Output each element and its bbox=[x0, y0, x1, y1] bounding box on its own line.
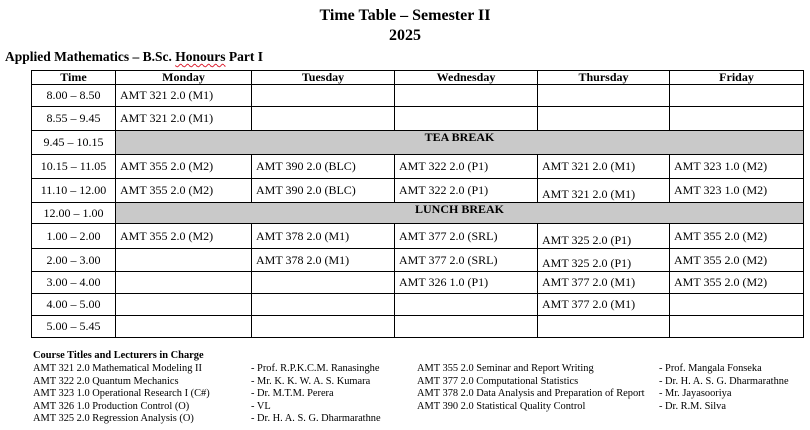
lecturer-name: - Prof. R.P.K.C.M. Ranasinghe bbox=[251, 363, 380, 374]
timetable-cell bbox=[252, 294, 395, 316]
course-title: AMT 377 2.0 Computational Statistics bbox=[417, 375, 579, 387]
timetable-cell: AMT 378 2.0 (M1) bbox=[252, 249, 395, 272]
tea-break-band: TEA BREAK bbox=[116, 131, 804, 155]
timetable-cell: AMT 377 2.0 (SRL) bbox=[395, 224, 538, 249]
time-slot: 8.55 – 9.45 bbox=[32, 107, 116, 131]
time-slot: 5.00 – 5.45 bbox=[32, 316, 116, 338]
timetable-cell bbox=[116, 249, 252, 272]
timetable-header bbox=[32, 71, 804, 85]
lecturer-name: - Dr. M.T.M. Perera bbox=[251, 388, 334, 400]
course-title: AMT 321 2.0 Mathematical Modeling II bbox=[33, 363, 202, 374]
subtitle-text-start: Applied Mathematics – B.Sc. bbox=[5, 49, 176, 64]
timetable-cell bbox=[252, 272, 395, 294]
timetable-cell: AMT 321 2.0 (M1) bbox=[538, 179, 670, 203]
timetable-cell bbox=[538, 107, 670, 131]
timetable-cell: AMT 377 2.0 (M1) bbox=[538, 294, 670, 316]
legend-lecturer-column-right bbox=[659, 363, 789, 413]
timetable-cell bbox=[116, 294, 252, 316]
table-row bbox=[32, 272, 804, 294]
time-slot: 1.00 – 2.00 bbox=[32, 224, 116, 249]
course-title: AMT 355 2.0 Seminar and Report Writing bbox=[417, 363, 594, 374]
legend-course-column-left bbox=[33, 363, 210, 426]
timetable-cell bbox=[395, 294, 538, 316]
table-row bbox=[32, 155, 804, 179]
legend-lecturer-column-left bbox=[251, 363, 381, 426]
timetable-cell bbox=[116, 316, 252, 338]
course-title: AMT 326 1.0 Production Control (O) bbox=[33, 400, 190, 412]
col-header-monday: Monday bbox=[116, 71, 252, 85]
time-slot: 9.45 – 10.15 bbox=[32, 131, 116, 155]
programme-subtitle bbox=[5, 49, 263, 65]
timetable-cell: AMT 322 2.0 (P1) bbox=[395, 179, 538, 203]
col-header-time: Time bbox=[32, 71, 116, 85]
timetable-cell: AMT 323 1.0 (M2) bbox=[670, 179, 804, 203]
table-row bbox=[32, 224, 804, 249]
col-header-wednesday: Wednesday bbox=[395, 71, 538, 85]
table-row bbox=[32, 107, 804, 131]
timetable-cell: AMT 325 2.0 (P1) bbox=[538, 224, 670, 249]
timetable-cell: AMT 377 2.0 (SRL) bbox=[395, 249, 538, 272]
time-slot: 8.00 – 8.50 bbox=[32, 85, 116, 107]
lecturer-name: - Dr. H. A. S. G. Dharmarathne bbox=[659, 375, 789, 387]
timetable-cell: AMT 325 2.0 (P1) bbox=[538, 249, 670, 272]
lecturer-name: - Mr. Jayasooriya bbox=[659, 388, 732, 400]
course-title: AMT 325 2.0 Regression Analysis (O) bbox=[33, 413, 194, 425]
timetable-cell: AMT 355 2.0 (M2) bbox=[670, 272, 804, 294]
time-slot: 11.10 – 12.00 bbox=[32, 179, 116, 203]
subtitle-text-end: Part I bbox=[225, 49, 264, 64]
col-header-friday: Friday bbox=[670, 71, 804, 85]
timetable-cell: AMT 390 2.0 (BLC) bbox=[252, 179, 395, 203]
timetable-cell bbox=[116, 272, 252, 294]
time-slot: 4.00 – 5.00 bbox=[32, 294, 116, 316]
timetable-cell: AMT 378 2.0 (M1) bbox=[252, 224, 395, 249]
lecturer-name: - Prof. Mangala Fonseka bbox=[659, 363, 762, 374]
timetable-cell bbox=[252, 85, 395, 107]
timetable-cell: AMT 321 2.0 (M1) bbox=[116, 107, 252, 131]
time-slot: 10.15 – 11.05 bbox=[32, 155, 116, 179]
timetable-cell: AMT 355 2.0 (M2) bbox=[116, 155, 252, 179]
timetable bbox=[31, 70, 804, 338]
lecturer-name: - Dr. H. A. S. G. Dharmarathne bbox=[251, 413, 381, 425]
lecturer-name: - VL bbox=[251, 400, 271, 412]
timetable-body bbox=[32, 85, 804, 338]
timetable-cell: AMT 322 2.0 (P1) bbox=[395, 155, 538, 179]
legend-course-column-right bbox=[417, 363, 645, 413]
timetable-cell bbox=[670, 85, 804, 107]
timetable-cell bbox=[538, 316, 670, 338]
time-slot: 2.00 – 3.00 bbox=[32, 249, 116, 272]
timetable-cell: AMT 355 2.0 (M2) bbox=[116, 224, 252, 249]
course-title: AMT 322 2.0 Quantum Mechanics bbox=[33, 375, 179, 387]
timetable-cell: AMT 377 2.0 (M1) bbox=[538, 272, 670, 294]
timetable-cell bbox=[252, 316, 395, 338]
timetable-cell: AMT 355 2.0 (M2) bbox=[116, 179, 252, 203]
lecturer-name: - Dr. R.M. Silva bbox=[659, 400, 726, 412]
table-row bbox=[32, 203, 804, 224]
col-header-thursday: Thursday bbox=[538, 71, 670, 85]
timetable-cell: AMT 323 1.0 (M2) bbox=[670, 155, 804, 179]
lecturer-name: - Mr. K. K. W. A. S. Kumara bbox=[251, 375, 371, 387]
timetable-cell: AMT 355 2.0 (M2) bbox=[670, 224, 804, 249]
timetable-cell bbox=[670, 294, 804, 316]
timetable-cell: AMT 390 2.0 (BLC) bbox=[252, 155, 395, 179]
page-year: 2025 bbox=[389, 27, 421, 44]
timetable-cell bbox=[670, 316, 804, 338]
lunch-break-band: LUNCH BREAK bbox=[116, 203, 804, 224]
timetable-cell bbox=[538, 85, 670, 107]
course-legend bbox=[33, 350, 204, 363]
spellcheck-flagged-word: Honours bbox=[175, 49, 226, 64]
time-slot: 12.00 – 1.00 bbox=[32, 203, 116, 224]
table-row bbox=[32, 131, 804, 155]
page-title: Time Table – Semester II bbox=[319, 7, 491, 24]
legend-heading: Course Titles and Lecturers in Charge bbox=[33, 350, 204, 361]
timetable-cell bbox=[395, 316, 538, 338]
time-slot: 3.00 – 4.00 bbox=[32, 272, 116, 294]
timetable-cell bbox=[670, 107, 804, 131]
timetable-cell bbox=[395, 85, 538, 107]
timetable-cell: AMT 321 2.0 (M1) bbox=[538, 155, 670, 179]
table-row bbox=[32, 316, 804, 338]
table-row bbox=[32, 249, 804, 272]
table-row bbox=[32, 294, 804, 316]
course-title: AMT 378 2.0 Data Analysis and Preparation of Report bbox=[417, 388, 645, 400]
header-row bbox=[32, 71, 804, 85]
timetable-cell: AMT 355 2.0 (M2) bbox=[670, 249, 804, 272]
timetable-cell: AMT 326 1.0 (P1) bbox=[395, 272, 538, 294]
course-title: AMT 390 2.0 Statistical Quality Control bbox=[417, 400, 586, 412]
table-row bbox=[32, 85, 804, 107]
course-title: AMT 323 1.0 Operational Research I (C#) bbox=[33, 388, 210, 400]
table-row bbox=[32, 179, 804, 203]
timetable-cell bbox=[252, 107, 395, 131]
timetable-cell bbox=[395, 107, 538, 131]
timetable-cell: AMT 321 2.0 (M1) bbox=[116, 85, 252, 107]
col-header-tuesday: Tuesday bbox=[252, 71, 395, 85]
